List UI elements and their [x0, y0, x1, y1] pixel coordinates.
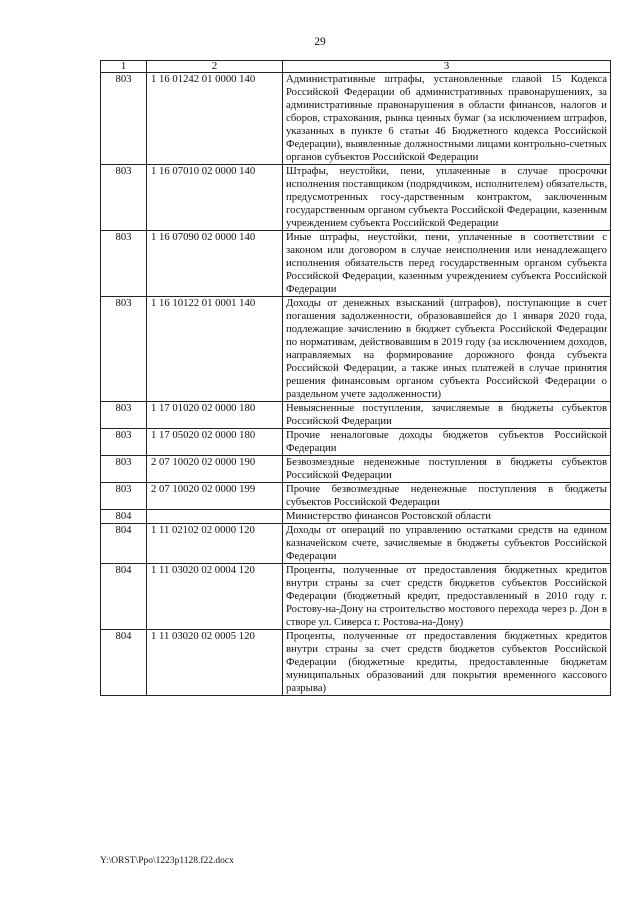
table-row: [101, 630, 611, 696]
admin-code-cell: 803: [101, 402, 147, 429]
page-number: 29: [314, 36, 326, 48]
admin-code-cell: 803: [101, 456, 147, 483]
income-description-cell: Доходы от операций по управлению остатками средств на едином казначейском счете, зачисляемые в бюджеты субъектов Российской Федерации: [283, 524, 611, 564]
income-description-cell: Доходы от денежных взысканий (штрафов), поступающие в счет погашения задолженности, образовавшейся до 1 января 2020 года, подлежащие зачислению в бюджет субъекта Российской Федерации по нормативам, действовавшим в 2019 году (за исключением доходов, направляемых на формирование дорожного фонда субъекта Российской Федерации, а также иных платежей в случае принятия решения финансовым органом субъекта Российской Федерации о раздельном учете задолженности): [283, 297, 611, 402]
admin-code-cell: 803: [101, 483, 147, 510]
income-description-cell: Административные штрафы, установленные главой 15 Кодекса Российской Федерации об административных правонарушениях, за административные правонарушения в области финансов, налогов и сборов, страхования, рынка ценных бумаг (за исключением штрафов, указанных в пункте 6 статьи 46 Бюджетного кодекса Российской Федерации), выявленные должностными лицами контрольно-счетных органов субъектов Российской Федерации: [283, 73, 611, 165]
table-row: [101, 73, 611, 165]
budget-classification-code-cell: 1 16 01242 01 0000 140: [147, 73, 283, 165]
admin-code-cell: 803: [101, 297, 147, 402]
admin-code-cell: 803: [101, 73, 147, 165]
income-description-cell: Проценты, полученные от предоставления бюджетных кредитов внутри страны за счет средств бюджетов субъектов Российской Федерации (бюджетные кредиты, предоставленные бюджетам муниципальных образований для покрытия временного кассового разрыва): [283, 630, 611, 696]
column-header: 1: [101, 61, 147, 73]
table-row: [101, 231, 611, 297]
admin-code-cell: 804: [101, 524, 147, 564]
income-description-cell: Проценты, полученные от предоставления бюджетных кредитов внутри страны за счет средств бюджетов субъектов Российской Федерации (бюджетный кредит, предоставленный в 2010 году г. Ростову-на-Дону на строительство мостового перехода через р. Дон в створе ул. Сиверса г. Ростова-на-Дону): [283, 564, 611, 630]
admin-code-cell: 803: [101, 429, 147, 456]
file-path: Y:\ORST\Ppo\1223p1128.f22.docx: [100, 856, 234, 866]
income-description-cell: Штрафы, неустойки, пени, уплаченные в случае просрочки исполнения поставщиком (подрядчиком, исполнителем) обязательств, предусмотренных госу-дарственным контрактом, заключенным государственным органом субъекта Российской Федерации, казенным учреждением субъекта Российской Федерации: [283, 165, 611, 231]
budget-classification-code-cell: 2 07 10020 02 0000 199: [147, 483, 283, 510]
budget-classification-code-cell: 1 11 03020 02 0005 120: [147, 630, 283, 696]
budget-classification-code-cell: 1 16 07090 02 0000 140: [147, 231, 283, 297]
column-header: 3: [283, 61, 611, 73]
admin-code-cell: 803: [101, 231, 147, 297]
income-description-cell: Безвозмездные неденежные поступления в бюджеты субъектов Российской Федерации: [283, 456, 611, 483]
table-row: [101, 402, 611, 429]
table-row: [101, 297, 611, 402]
income-description-cell: Невыясненные поступления, зачисляемые в бюджеты субъектов Российской Федерации: [283, 402, 611, 429]
budget-classification-code-cell: 1 16 10122 01 0001 140: [147, 297, 283, 402]
table-row: [101, 429, 611, 456]
budget-classification-code-cell: 1 11 03020 02 0004 120: [147, 564, 283, 630]
income-description-cell: Иные штрафы, неустойки, пени, уплаченные в соответствии с законом или договором в случае неисполнения или ненадлежащего исполнения обязательств перед государственным органом субъекта Российской Федерации, казенным учреждением субъекта Российской Федерации: [283, 231, 611, 297]
table-row: [101, 483, 611, 510]
budget-classification-code-cell: 2 07 10020 02 0000 190: [147, 456, 283, 483]
income-description-cell: Прочие безвозмездные неденежные поступления в бюджеты субъектов Российской Федерации: [283, 483, 611, 510]
table-row: [101, 524, 611, 564]
budget-codes-table: [100, 60, 611, 696]
table-row: [101, 456, 611, 483]
table-row: [101, 165, 611, 231]
budget-classification-code-cell: 1 17 01020 02 0000 180: [147, 402, 283, 429]
admin-code-cell: 804: [101, 510, 147, 524]
budget-classification-code-cell: 1 16 07010 02 0000 140: [147, 165, 283, 231]
budget-classification-code-cell: 1 17 05020 02 0000 180: [147, 429, 283, 456]
budget-classification-code-cell: [147, 510, 283, 524]
admin-code-cell: 804: [101, 630, 147, 696]
table-row: [101, 510, 611, 524]
column-number-row: [101, 61, 611, 73]
admin-code-cell: 804: [101, 564, 147, 630]
income-description-cell: Прочие неналоговые доходы бюджетов субъектов Российской Федерации: [283, 429, 611, 456]
table-row: [101, 564, 611, 630]
income-description-cell: Министерство финансов Ростовской области: [283, 510, 611, 524]
admin-code-cell: 803: [101, 165, 147, 231]
budget-classification-code-cell: 1 11 02102 02 0000 120: [147, 524, 283, 564]
column-header: 2: [147, 61, 283, 73]
